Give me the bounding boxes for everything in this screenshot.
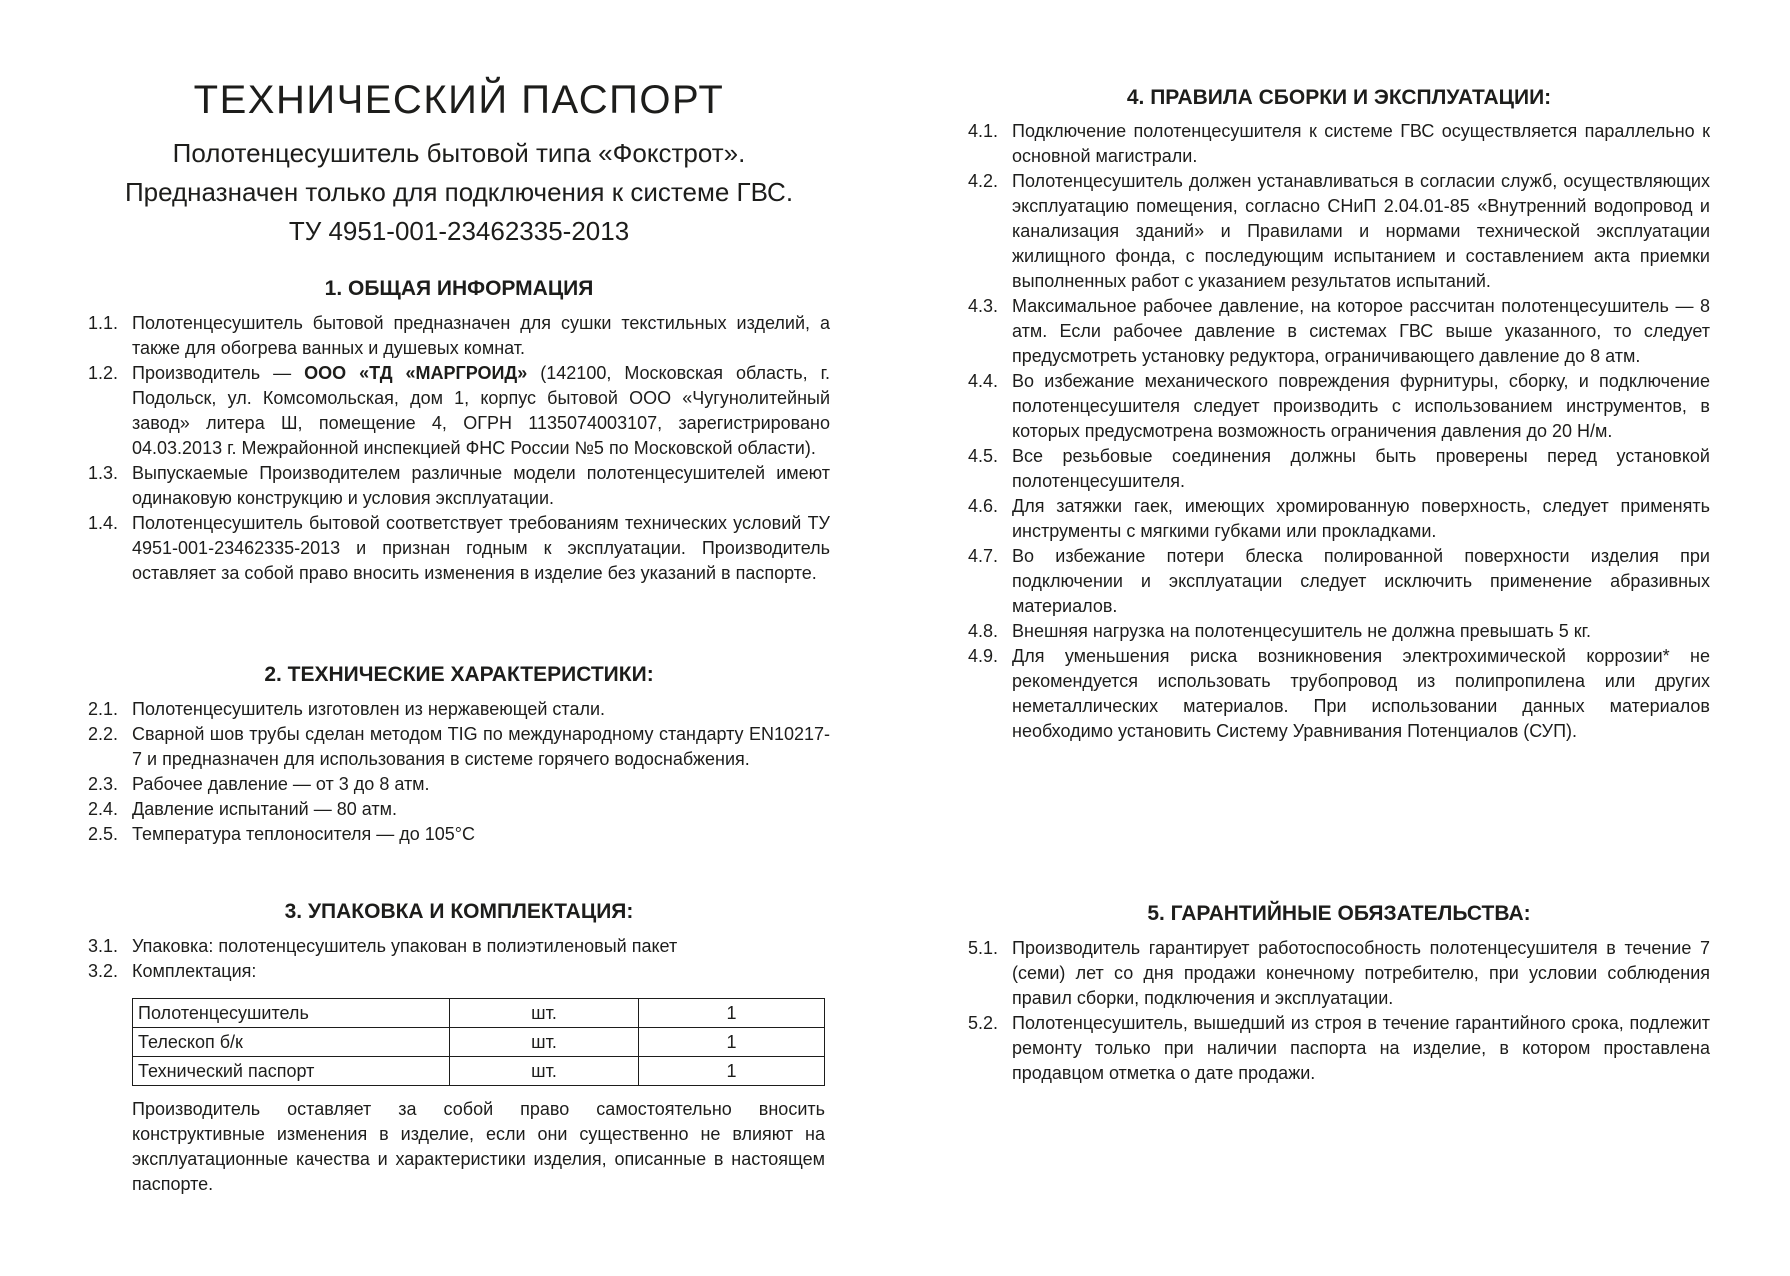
list-item [88,697,830,722]
table-cell-qty: 1 [639,999,825,1028]
item-text: Во избежание механического повреждения фурнитуры, сборку, и подключение полотенцесушителя следует производить с использованием инструментов, в которых предусмотрена возможность ограничения давления до 20 Н/м. [1012,371,1710,441]
list-item [88,959,830,984]
table-cell-qty: 1 [639,1057,825,1086]
item-text: Для уменьшения риска возникновения электрохимической коррозии* не рекомендуется использовать трубопровод из полипропилена или других неметаллических материалов. При использовании данных материалов необходимо установить Систему Уравнивания Потенциалов (СУП). [1012,646,1710,741]
item-number: 5.2. [968,1013,999,1033]
section-1-title: 1. ОБЩАЯ ИНФОРМАЦИЯ [324,277,594,300]
list-item [968,444,1710,494]
list-item [88,511,830,586]
item-number: 4.2. [968,171,999,191]
list-item [968,619,1710,644]
list-item [968,294,1710,369]
list-item [88,722,830,772]
item-text: Полотенцесушитель бытовой соответствует требованиям технических условий ТУ 4951-001-23462335-2013 и признан годным к эксплуатации. Производитель оставляет за собой право вносить изменения в изделие без указаний в паспорте. [132,513,830,583]
list-item [88,797,830,822]
item-number: 2.4. [88,799,119,819]
item-text: Максимальное рабочее давление, на которое рассчитан полотенцесушитель — 8 атм. Если рабочее давление в системах ГВС выше указанного, то следует предусмотреть установку редуктора, ограничивающего давление до 8 атм. [1012,296,1710,366]
item-text-start: Производитель — [132,363,305,383]
table-cell-unit: шт. [450,1057,639,1086]
item-number: 4.5. [968,446,999,466]
spec-number-subtitle: ТУ 4951-001-23462335-2013 [288,216,630,246]
item-number: 3.2. [88,961,119,981]
list-item [88,822,830,847]
item-text: Сварной шов трубы сделан методом TIG по международному стандарту EN10217-7 и предназначен для использования в системе горячего водоснабжения. [132,724,830,769]
item-text: Производитель гарантирует работоспособность полотенцесушителя в течение 7 (семи) лет со дня продажи конечному потребителю, при условии соблюдения правил сборки, подключения и эксплуатации. [1012,938,1710,1008]
section-4-items [968,119,1710,744]
table-cell-qty: 1 [639,1028,825,1057]
item-text: Внешняя нагрузка на полотенцесушитель не должна превышать 5 кг. [1012,621,1592,641]
section-5-title: 5. ГАРАНТИЙНЫЕ ОБЯЗАТЕЛЬСТВА: [1147,902,1531,925]
section-5-items [968,936,1710,1086]
item-number: 5.1. [968,938,999,958]
item-number: 2.5. [88,824,119,844]
list-item [968,169,1710,294]
item-number: 4.6. [968,496,999,516]
table-cell-name: Полотенцесушитель [133,999,450,1028]
item-number: 3.1. [88,936,119,956]
section-2-items [88,697,830,847]
item-text: Все резьбовые соединения должны быть проверены перед установкой полотенцесушителя. [1012,446,1710,491]
table-row [133,999,825,1028]
item-text-rest: (142100, Московская область, г. Подольск, ул. Комсомольская, дом 1, корпус бытовой ООО «Чугунолитейный завод» литера Ш, помещение 4, ОГРН 1135074003107, зарегистрировано 04.03.2013 г. Межрайонной инспекцией ФНС России №5 по Московской области). [132,363,831,458]
section-3-title: 3. УПАКОВКА И КОМПЛЕКТАЦИЯ: [284,900,634,923]
list-item [88,361,830,461]
item-number: 4.8. [968,621,999,641]
section-3-items [88,934,830,984]
manufacturer-note: Производитель оставляет за собой право самостоятельно вносить конструктивные изменения в изделие, если они существенно не влияют на эксплуатационные качества и характеристики изделия, описанные в настоящем паспорте. [132,1099,825,1194]
section-2-title: 2. ТЕХНИЧЕСКИЕ ХАРАКТЕРИСТИКИ: [264,663,654,686]
table-cell-unit: шт. [450,999,639,1028]
item-number: 1.3. [88,463,119,483]
item-number: 4.7. [968,546,999,566]
item-text: Для затяжки гаек, имеющих хромированную поверхность, следует применять инструменты с мягкими губками или прокладками. [1012,496,1710,541]
manufacturer-name: ООО «ТД «МАРГРОИД» [304,363,528,383]
item-text: Выпускаемые Производителем различные модели полотенцесушителей имеют одинаковую конструкцию и условия эксплуатации. [132,463,830,508]
item-text: Во избежание потери блеска полированной поверхности изделия при подключении и эксплуатации следует исключить применение абразивных материалов. [1012,546,1710,616]
item-number: 2.1. [88,699,119,719]
list-item [968,544,1710,619]
item-number: 4.3. [968,296,999,316]
item-text: Рабочее давление — от 3 до 8 атм. [132,774,430,794]
list-item [88,772,830,797]
item-number: 4.1. [968,121,999,141]
item-text: Комплектация: [132,961,257,981]
table-cell-name: Телескоп б/к [133,1028,450,1057]
list-item [88,934,830,959]
section-1-items [88,311,830,586]
item-number: 1.2. [88,363,119,383]
list-item [968,644,1710,744]
item-text: Давление испытаний — 80 атм. [132,799,397,819]
list-item [88,461,830,511]
table-cell-name: Технический паспорт [133,1057,450,1086]
page-title: ТЕХНИЧЕСКИЙ ПАСПОРТ [193,78,725,122]
item-text: Подключение полотенцесушителя к системе ГВС осуществляется параллельно к основной магистрали. [1012,121,1710,166]
table-cell-unit: шт. [450,1028,639,1057]
item-text: Полотенцесушитель должен устанавливаться в согласии служб, осуществляющих эксплуатацию помещения, согласно СНиП 2.04.01-85 «Внутренний водопровод и канализация зданий» и Правилами и нормами технической эксплуатации жилищного фонда, с последующим испытанием и составлением акта приемки выполненных работ с указанием результатов испытаний. [1012,171,1710,291]
list-item [968,119,1710,169]
item-number: 4.4. [968,371,999,391]
item-text: Упаковка: полотенцесушитель упакован в полиэтиленовый пакет [132,936,678,956]
list-item [968,936,1710,1011]
item-text: Температура теплоносителя — до 105°С [132,824,475,844]
item-number: 1.4. [88,513,119,533]
kit-table [132,998,825,1086]
item-number: 2.3. [88,774,119,794]
section-4-title: 4. ПРАВИЛА СБОРКИ И ЭКСПЛУАТАЦИИ: [1126,86,1552,109]
item-number: 4.9. [968,646,999,666]
product-subtitle: Полотенцесушитель бытовой типа «Фокстрот». [172,138,746,168]
list-item [968,494,1710,544]
item-number: 1.1. [88,313,119,333]
item-text: Полотенцесушитель изготовлен из нержавеющей стали. [132,699,606,719]
list-item [88,311,830,361]
item-text: Полотенцесушитель, вышедший из строя в течение гарантийного срока, подлежит ремонту только при наличии паспорта на изделие, в котором проставлена продавцом отметка о дате продажи. [1012,1013,1710,1083]
purpose-subtitle: Предназначен только для подключения к системе ГВС. [124,177,794,207]
item-number: 2.2. [88,724,119,744]
table-row [133,1028,825,1057]
item-text: Полотенцесушитель бытовой предназначен для сушки текстильных изделий, а также для обогрева ванных и душевых комнат. [132,313,830,358]
list-item [968,369,1710,444]
table-row [133,1057,825,1086]
item-text [132,361,830,461]
list-item [968,1011,1710,1086]
